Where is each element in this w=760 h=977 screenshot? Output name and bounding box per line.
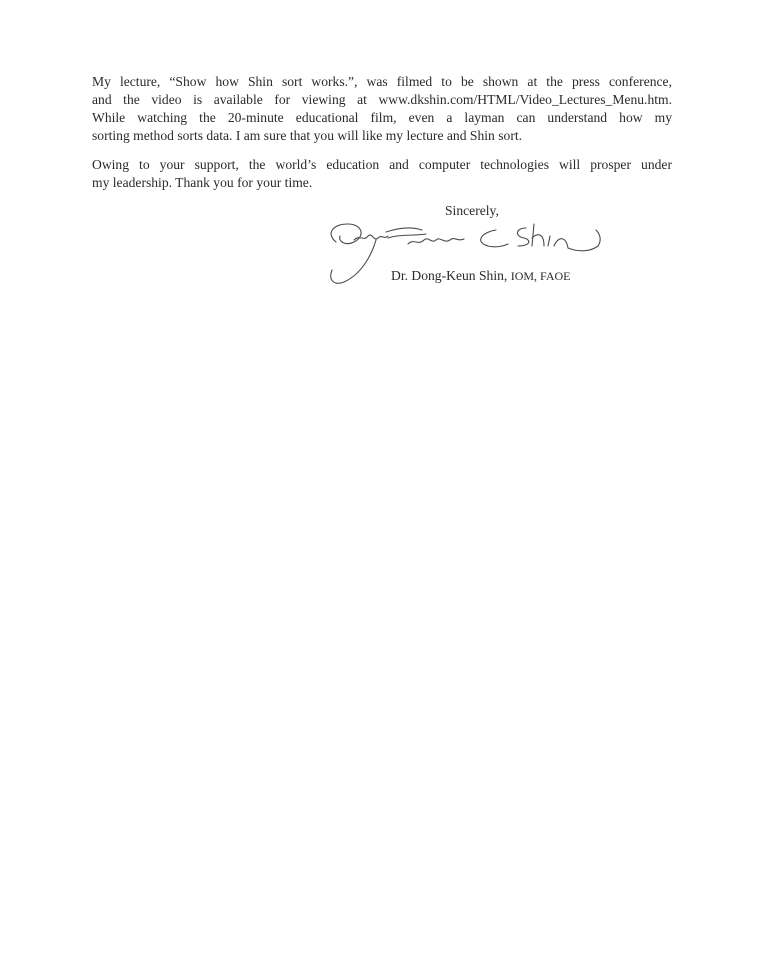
paragraph-line: my leadership. Thank you for your time. (92, 175, 313, 190)
paragraph-line: sorting method sorts data. I am sure that you will like my lecture and Shin sort. (92, 128, 523, 143)
signer-name (391, 268, 570, 284)
signer-honors: IOM, FAOE (510, 269, 571, 283)
lecture-paragraph (92, 73, 672, 145)
paragraph-line: and the video is available for viewing at www.dkshin.com/HTML/Video_Lectures_Menu.htm. (92, 92, 672, 107)
paragraph-line: While watching the 20-minute educational film, even a layman can understand how my (92, 110, 672, 125)
signer-full-name: Dr. Dong-Keun Shin, (391, 268, 508, 283)
closing-salutation: Sincerely, (445, 203, 499, 218)
thanks-paragraph (92, 156, 672, 192)
paragraph-line: Owing to your support, the world’s education and computer technologies will prosper under (92, 157, 672, 172)
paragraph-line: My lecture, “Show how Shin sort works.”, was filmed to be shown at the press conference, (92, 74, 672, 89)
